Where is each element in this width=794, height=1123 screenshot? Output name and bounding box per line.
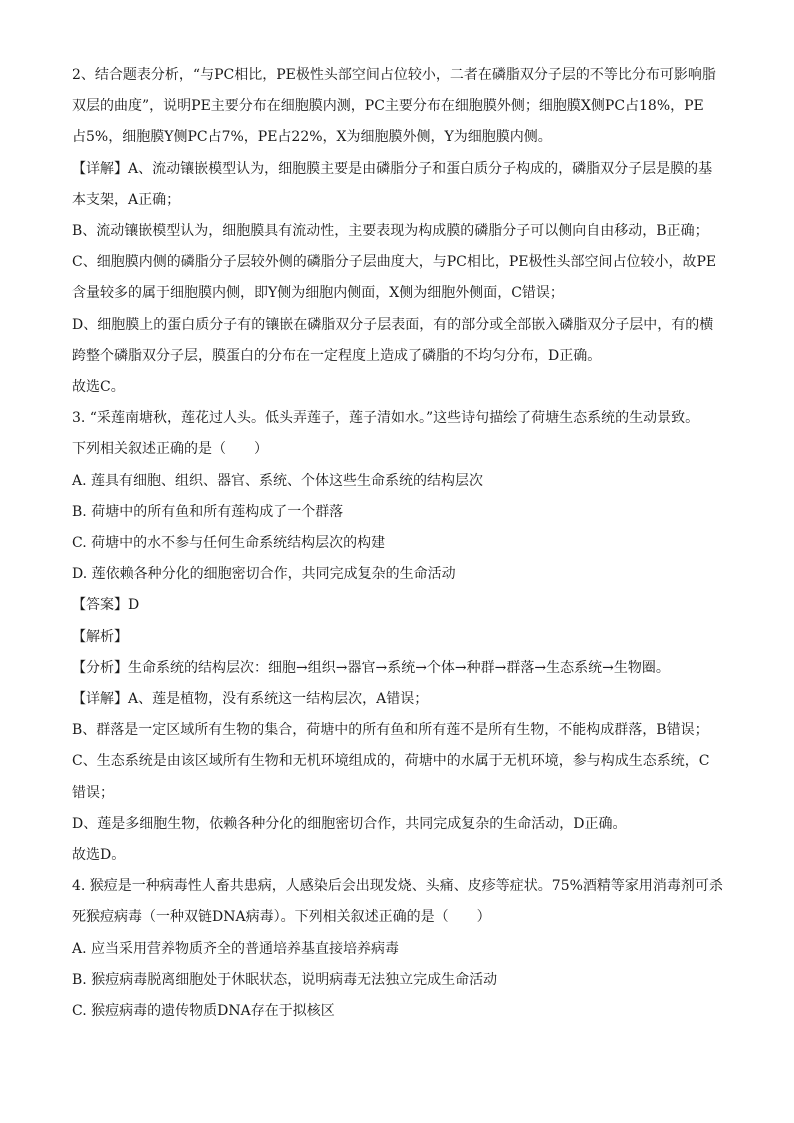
option-a: A. 莲具有细胞、组织、器官、系统、个体这些生命系统的结构层次 <box>72 472 484 489</box>
text-line: 2、结合题表分析，“与PC相比，PE极性头部空间占位较小，二者在磷脂双分子层的不等比分布可影响脂 <box>72 67 716 83</box>
text-line: 故选C。 <box>72 379 125 396</box>
text-line: 占5%，细胞膜Y侧PC占7%，PE占22%，X为细胞膜外侧，Y为细胞膜内侧。 <box>72 129 552 146</box>
text-line: D、细胞膜上的蛋白质分子有的镶嵌在磷脂双分子层表面，有的部分或全部嵌入磷脂双分子层中，有的横 <box>72 316 714 333</box>
option-d: D. 莲依赖各种分化的细胞密切合作，共同完成复杂的生命活动 <box>72 566 456 583</box>
text-line: 【分析】生命系统的结构层次：细胞→组织→器官→系统→个体→种群→群落→生态系统→生物圈。 <box>72 659 670 676</box>
text-line: 【详解】A、莲是植物，没有系统这一结构层次，A错误； <box>72 691 429 708</box>
text-line: C、细胞膜内侧的磷脂分子层较外侧的磷脂分子层曲度大，与PC相比，PE极性头部空间占位较小，故PE <box>72 254 717 271</box>
question-4-stem: 4. 猴痘是一种病毒性人畜共患病，人感染后会出现发烧、头痛、皮疹等症状。75%酒精等家用消毒剂可杀 <box>72 878 723 895</box>
option-c: C. 猴痘病毒的遗传物质DNA存在于拟核区 <box>72 1003 335 1020</box>
text-line: 【详解】A、流动镶嵌模型认为，细胞膜主要是由磷脂分子和蛋白质分子构成的，磷脂双分子层是膜的基 <box>72 160 713 177</box>
option-b: B. 荷塘中的所有鱼和所有莲构成了一个群落 <box>72 503 344 520</box>
text-line: C、生态系统是由该区域所有生物和无机环境组成的，荷塘中的水属于无机环境，参与构成生态系统，C <box>72 753 710 770</box>
answer-label: 【答案】D <box>72 597 140 614</box>
option-b: B. 猴痘病毒脱离细胞处于休眠状态，说明病毒无法独立完成生命活动 <box>72 971 498 988</box>
text-line: 含量较多的属于细胞膜内侧，即Y侧为细胞内侧面，X侧为细胞外侧面，C错误； <box>72 285 564 302</box>
text-line: D、莲是多细胞生物，依赖各种分化的细胞密切合作，共同完成复杂的生命活动，D正确。 <box>72 815 627 832</box>
text-line: 双层的曲度”，说明PE主要分布在细胞膜内测，PC主要分布在细胞膜外侧；细胞膜X侧PC占18%，PE <box>72 98 704 115</box>
text-line: 死猴痘病毒（一种双链DNA病毒）。下列相关叙述正确的是（ ） <box>72 909 491 926</box>
question-3-stem: 3. “采莲南塘秋，莲花过人头。低头弄莲子，莲子清如水。”这些诗句描绘了荷塘生态系统的生动景致。 <box>72 410 700 427</box>
text-line: 错误； <box>72 784 114 801</box>
option-c: C. 荷塘中的水不参与任何生命系统结构层次的构建 <box>72 535 386 552</box>
text-line: 跨整个磷脂双分子层，膜蛋白的分布在一定程度上造成了磷脂的不均匀分布，D正确。 <box>72 347 602 364</box>
text-line: 本支架，A正确； <box>72 191 181 208</box>
text-line: B、流动镶嵌模型认为，细胞膜具有流动性，主要表现为构成膜的磷脂分子可以侧向自由移动，B正确； <box>72 223 709 240</box>
document-page <box>72 60 732 1027</box>
option-a: A. 应当采用营养物质齐全的普通培养基直接培养病毒 <box>72 940 400 957</box>
text-line: B、群落是一定区域所有生物的集合，荷塘中的所有鱼和所有莲不是所有生物，不能构成群落，B错误； <box>72 722 709 739</box>
text-line: 下列相关叙述正确的是（ ） <box>72 441 268 458</box>
text-line: 故选D。 <box>72 847 126 864</box>
analysis-label: 【解析】 <box>72 628 128 645</box>
